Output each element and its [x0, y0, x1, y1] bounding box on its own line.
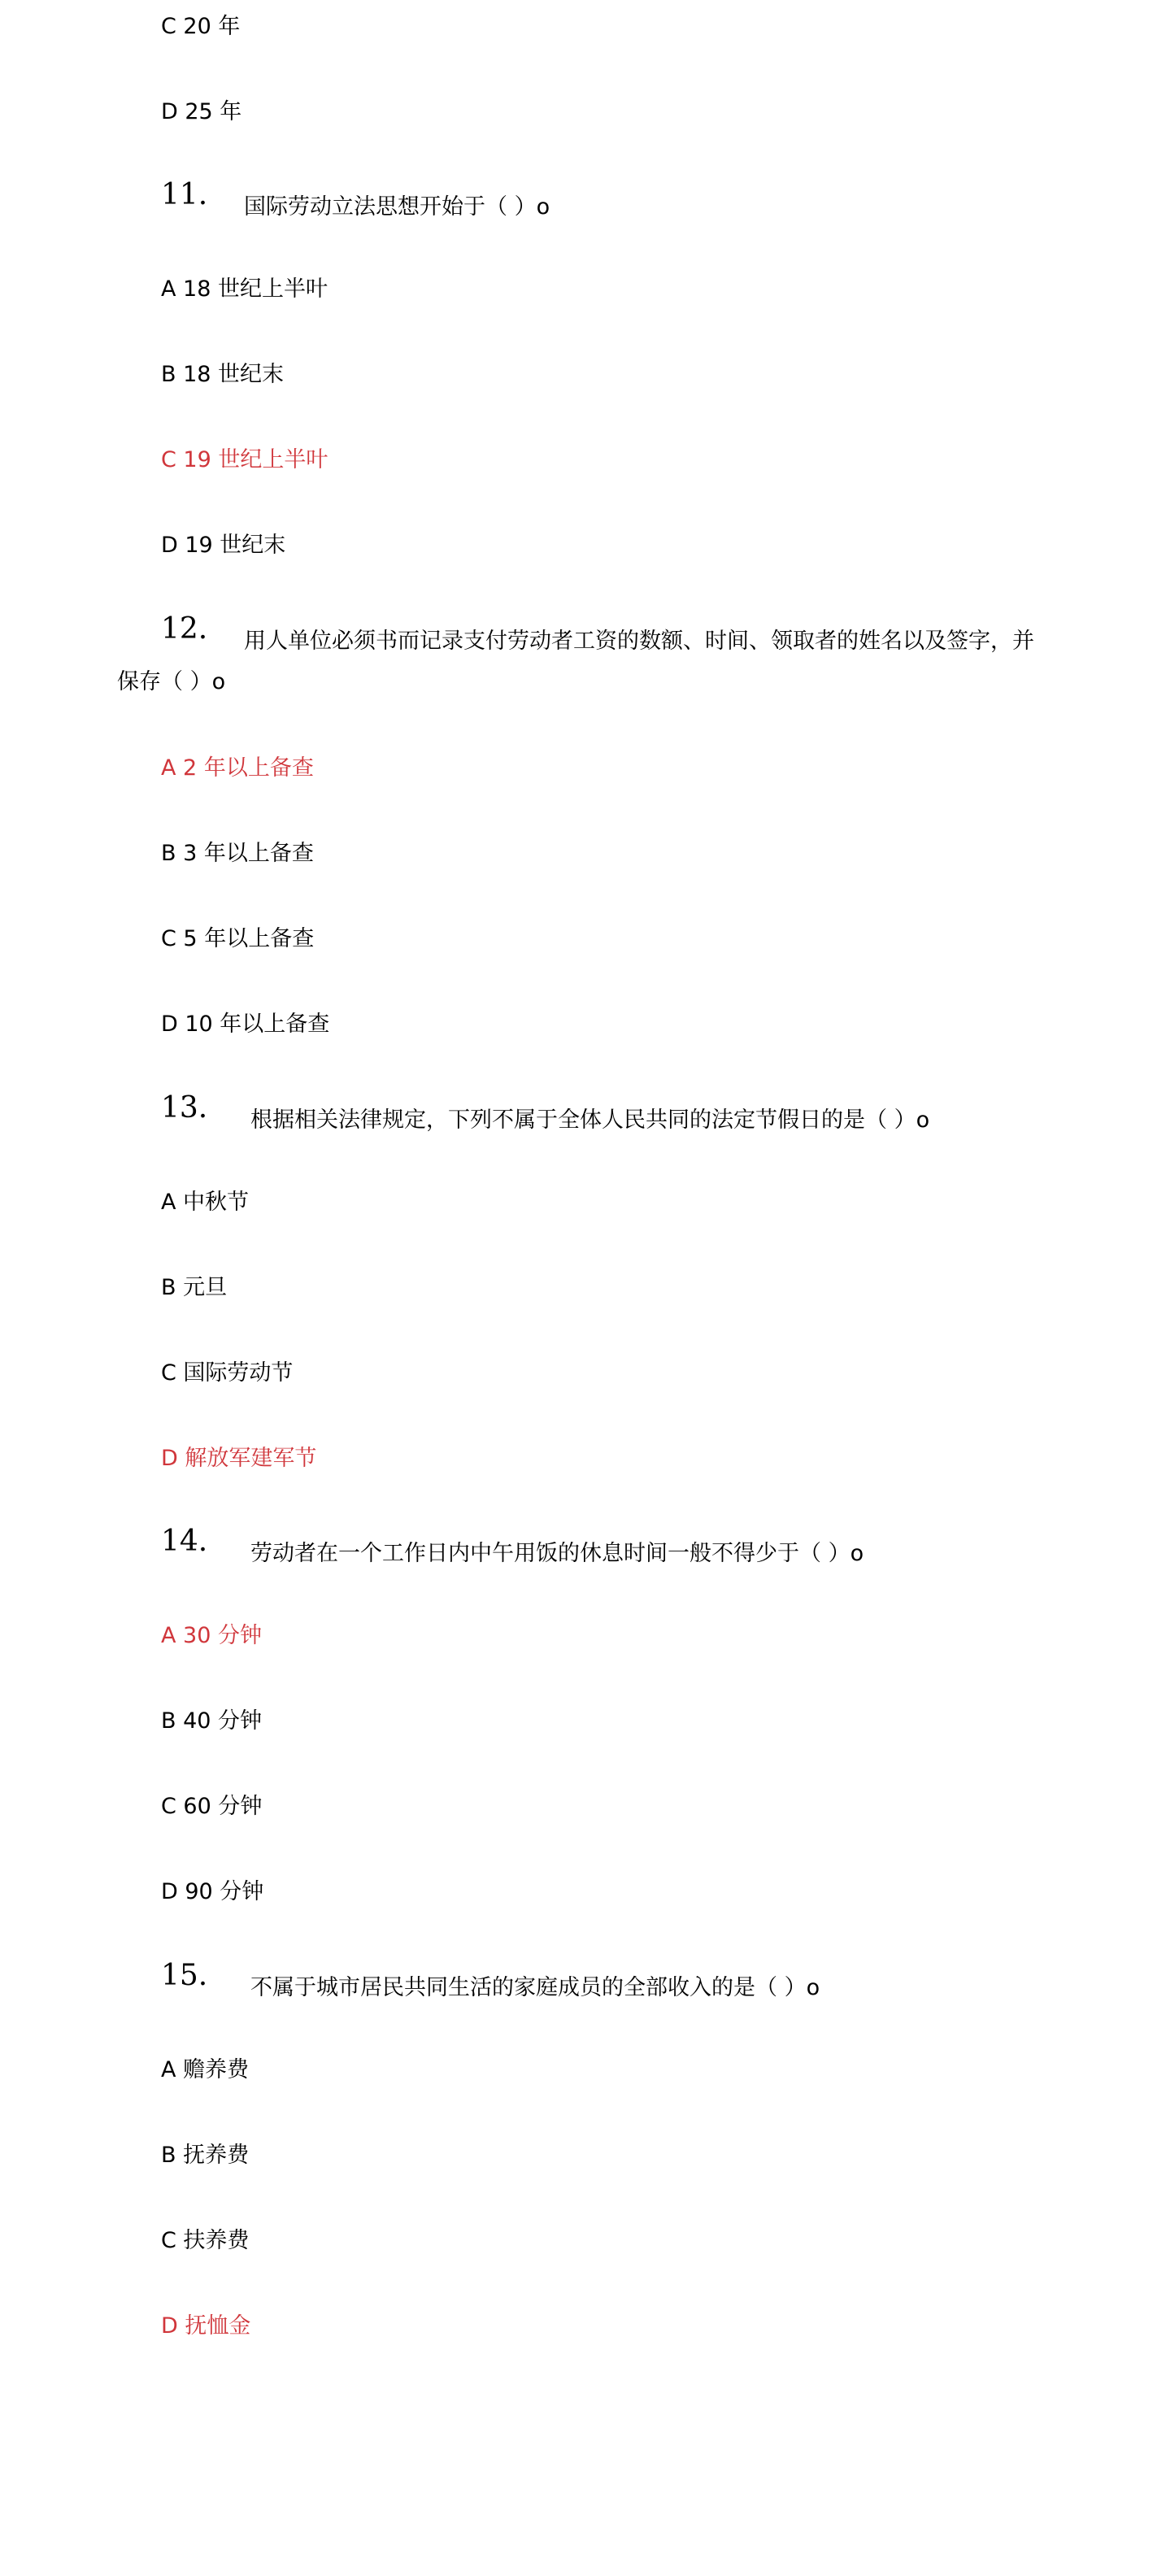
q15-option-a: A 赡养费	[161, 2057, 250, 2082]
q13-option-b: B 元旦	[161, 1275, 228, 1300]
q11-option-c-correct: C 19 世纪上半叶	[161, 447, 328, 472]
question-text-11: 国际劳动立法思想开始于（ ）o	[244, 194, 550, 220]
q12-option-c: C 5 年以上备查	[161, 926, 315, 951]
q11-option-d: D 19 世纪末	[161, 533, 286, 558]
q10-option-c: C 20 年	[161, 14, 241, 39]
question-text-13: 根据相关法律规定，下列不属于全体人民共同的法定节假日的是（ ）o	[250, 1107, 930, 1133]
q14-option-a-correct: A 30 分钟	[161, 1623, 262, 1648]
question-number-14: 14.	[161, 1525, 208, 1558]
question-text-12: 用人单位必须书而记录支付劳动者工资的数额、时间、领取者的姓名以及签字，并	[244, 629, 1034, 654]
question-text-12-continued: 保存（ ）o	[117, 669, 226, 694]
q14-option-d: D 90 分钟	[161, 1879, 264, 1904]
q12-option-a-correct: A 2 年以上备查	[161, 755, 314, 781]
q13-option-d-correct: D 解放军建军节	[161, 1446, 317, 1471]
question-number-11: 11.	[161, 178, 208, 211]
q15-option-b: B 抚养费	[161, 2143, 250, 2168]
question-text-14: 劳动者在一个工作日内中午用饭的休息时间一般不得少于（ ）o	[250, 1541, 864, 1566]
q13-option-c: C 国际劳动节	[161, 1360, 294, 1386]
question-number-12: 12.	[161, 612, 208, 646]
q10-option-d: D 25 年	[161, 99, 242, 124]
q11-option-a: A 18 世纪上半叶	[161, 276, 328, 302]
question-number-13: 13.	[161, 1091, 208, 1125]
q12-option-b: B 3 年以上备查	[161, 841, 314, 866]
question-text-15: 不属于城市居民共同生活的家庭成员的全部收入的是（ ）o	[250, 1975, 820, 2000]
q15-option-d-correct: D 抚恤金	[161, 2313, 251, 2339]
question-number-15: 15.	[161, 1959, 208, 1992]
q11-option-b: B 18 世纪末	[161, 362, 285, 387]
q15-option-c: C 扶养费	[161, 2228, 250, 2253]
q14-option-c: C 60 分钟	[161, 1794, 263, 1819]
q14-option-b: B 40 分钟	[161, 1708, 263, 1734]
q12-option-d: D 10 年以上备查	[161, 1012, 330, 1037]
q13-option-a: A 中秋节	[161, 1190, 250, 1215]
